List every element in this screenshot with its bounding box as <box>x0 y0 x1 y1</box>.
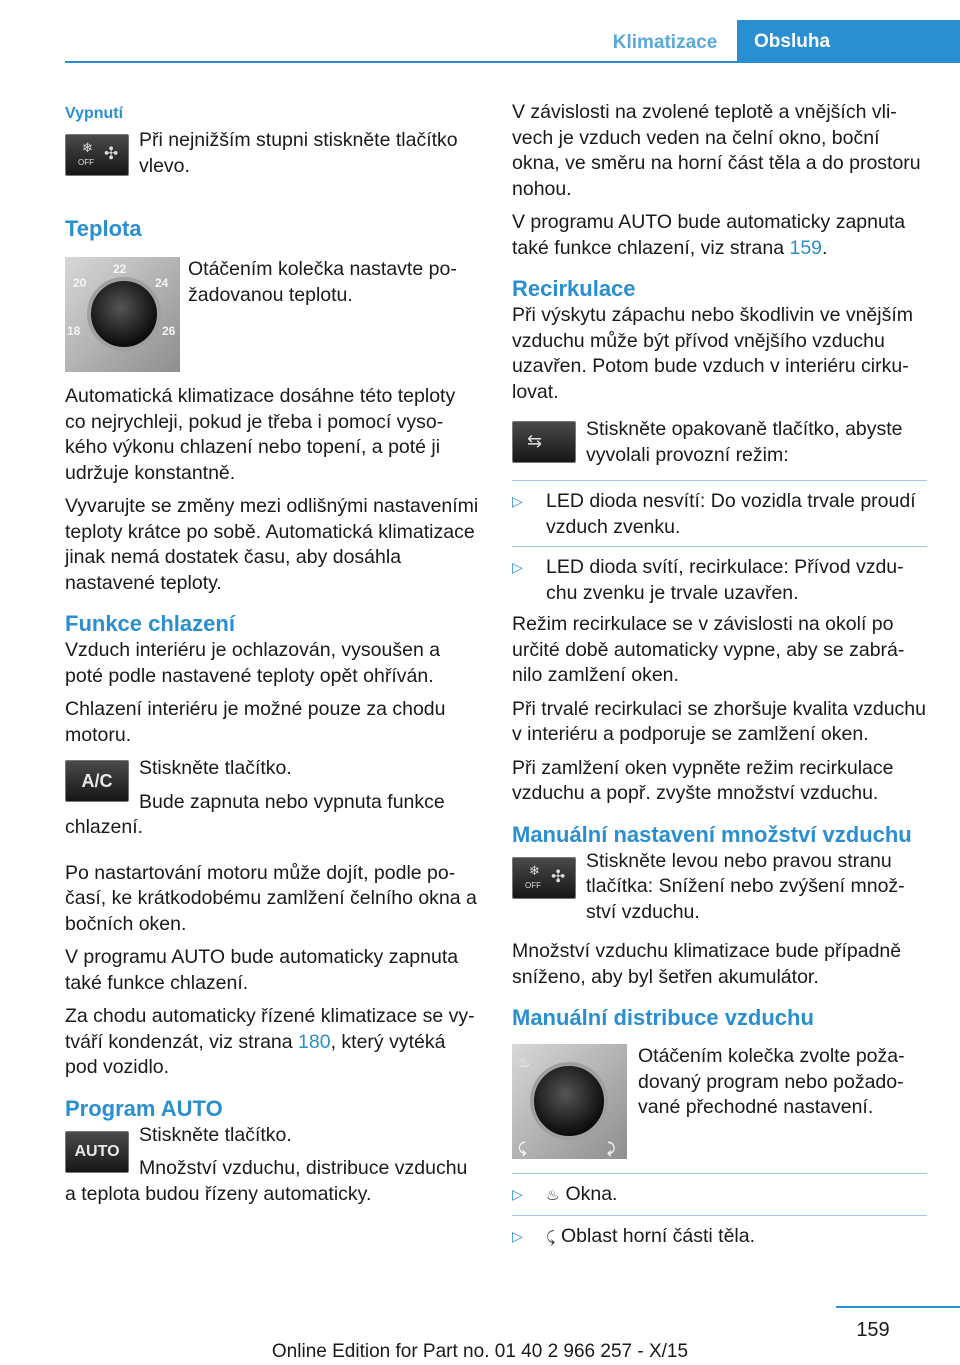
fan-off-button-image <box>65 134 129 176</box>
mnozstvi-text: Stiskněte levou nebo pravou stranu tlačítka: Snížení nebo zvýšení množství vzduchu. <box>586 849 905 923</box>
arrow-icon: ▷ <box>512 493 523 509</box>
knob-number: 18 <box>67 324 81 338</box>
list-divider <box>512 480 927 481</box>
teplota-paragraph: Automatická klimatizace dosáhne této teploty co nejrychleji, pokud je třeba i pomocí vysokého výkonu chlazení nebo topení, a poté ji udržuje konstantně. <box>65 385 456 484</box>
heading-recirkulace: Recirkulace <box>512 276 636 301</box>
teplota-intro: Otáčením kolečka nastavte požadovanou teplotu. <box>188 258 457 306</box>
temperature-dial <box>87 277 161 351</box>
list-divider <box>512 546 927 547</box>
heading-chlazeni: Funkce chlazení <box>65 611 235 636</box>
fan-icon: ✣ <box>551 866 566 886</box>
recirculation-car-icon: ⇆ <box>527 431 543 451</box>
heading-vypnuti: Vypnutí <box>65 105 124 122</box>
arrow-icon: ▷ <box>512 559 523 575</box>
off-label: OFF <box>525 880 541 890</box>
auto-press: Stiskněte tlačítko. <box>139 1123 292 1146</box>
distribution-dial <box>530 1062 608 1140</box>
feet-icon: ⤸ <box>607 1140 616 1156</box>
recirkulace-press: Stiskněte opakovaně tlačítko, abyste vyvolali provozní režim: <box>586 418 903 466</box>
temperature-knob-image <box>65 257 180 372</box>
page-link-180[interactable]: 180 <box>298 1030 331 1053</box>
off-button-block <box>65 128 479 187</box>
vypnuti-text: Při nejnižším stupni stiskněte tlačítko vlevo. <box>139 129 458 177</box>
page-link-159[interactable]: 159 <box>789 236 823 259</box>
recirkulace-paragraph: Při výskytu zápachu nebo škodlivin ve vnějším vzduchu může být přívod vnějšího vzduchu uzavřen. Potom bude vzduch v interiéru cirkulovat. <box>512 304 914 403</box>
chlazeni-paragraph: Vzduch interiéru je ochlazován, vysoušen a poté podle nastavené teploty opět ohříván. <box>65 639 441 687</box>
knob-number: 22 <box>113 262 127 276</box>
list-item: ▷ ⤹ Oblast horní části těla. <box>512 1224 927 1251</box>
footer-rule <box>836 1306 960 1308</box>
windshield-icon: ♨ <box>518 1054 531 1070</box>
heading-distribuce-vzduchu: Manuální distribuce vzduchu <box>512 1005 814 1030</box>
knob-number: 24 <box>155 276 169 290</box>
recirkulace-paragraph: Při trvalé recirkulaci se zhoršuje kvalita vzduchu v interiéru a podporuje se zamlžení oken. <box>512 697 926 745</box>
knob-number: 26 <box>162 324 176 338</box>
header-rule <box>65 61 960 63</box>
fan-icon: ✣ <box>104 144 119 163</box>
auto-button-image: AUTO <box>65 1131 129 1173</box>
list-item: ▷ LED dioda nesvítí: Do vozidla trvale proudí vzduch zvenku. <box>512 490 916 538</box>
mnozstvi-paragraph: Množství vzduchu klimatizace bude případně sníženo, aby byl šetřen akumulátor. <box>512 940 902 988</box>
arrow-icon: ▷ <box>512 1186 523 1202</box>
fan-speed-button-image <box>512 857 576 899</box>
right-column <box>512 100 927 1256</box>
list-item: ▷ LED dioda svítí, recirkulace: Přívod vzduchu zvenku je trvale uzavřen. <box>512 556 904 604</box>
chlazeni-press: Stiskněte tlačítko. <box>139 757 292 779</box>
arrow-icon: ▷ <box>512 1227 523 1244</box>
air-distribution-knob-image <box>512 1044 627 1159</box>
list-item: ▷ ♨ Okna. <box>512 1182 927 1209</box>
snowflake-icon: ❄ <box>82 140 93 155</box>
chlazeni-paragraph: Chlazení interiéru je možné pouze za chodu motoru. <box>65 698 446 746</box>
knob-number: 20 <box>73 276 87 290</box>
teplota-paragraph: Vyvarujte se změny mezi odlišnými nastaveními teploty krátce po sobě. Automatická klimatizace jinak nemá dostatek času, aby dosáhla nastavené teploty. <box>65 495 479 594</box>
auto-cooling-paragraph: V programu AUTO bude automaticky zapnuta také funkce chlazení, viz strana 159. <box>512 211 906 259</box>
chlazeni-press-result: Bude zapnuta nebo vypnuta funkce chlazení. <box>65 790 445 838</box>
off-label: OFF <box>78 158 94 167</box>
list-divider <box>512 1215 927 1216</box>
page-header <box>0 0 960 62</box>
online-edition-footer: Online Edition for Part no. 01 40 2 966 257 - X/15 <box>271 1341 689 1362</box>
page-number: 159 <box>856 1319 890 1341</box>
header-section-label: Klimatizace <box>612 32 718 53</box>
recirkulace-paragraph: Při zamlžení oken vypněte režim recirkulace vzduchu a popř. zvyšte množství vzduchu. <box>512 756 894 804</box>
heading-mnozstvi-vzduchu: Manuální nastavení množství vzduchu <box>512 821 912 847</box>
distribuce-text: Otáčením kolečka zvolte požadovaný program nebo požadované přechodné nastavení. <box>638 1045 905 1118</box>
chlazeni-paragraph-with-link: Za chodu automaticky řízené klimatizace se vytváří kondenzát, viz strana 180, který vytéká pod vozidlo. <box>65 1005 475 1078</box>
chlazeni-paragraph: V programu AUTO bude automaticky zapnuta také funkce chlazení. <box>65 946 459 994</box>
heading-program-auto: Program AUTO <box>65 1095 223 1121</box>
recirculation-button-image <box>512 421 576 463</box>
windshield-icon: ♨ <box>546 1187 560 1204</box>
recirkulace-paragraph: Režim recirkulace se v závislosti na okolí po určité době automaticky vypne, aby se zabránilo zamlžení oken. <box>512 613 905 686</box>
list-divider <box>512 1173 927 1174</box>
heading-teplota: Teplota <box>65 216 142 241</box>
upper-body-airflow-icon: ⤹ <box>546 1228 556 1246</box>
ac-button-image: A/C <box>65 760 129 802</box>
snowflake-icon: ❄ <box>529 862 540 878</box>
auto-text: Množství vzduchu, distribuce vzduchu a teplota budou řízeny automaticky. <box>65 1157 468 1205</box>
left-column <box>65 100 479 1215</box>
chlazeni-paragraph: Po nastartování motoru může dojít, podle počasí, ke krátkodobému zamlžení čelního okna a bočních oken. <box>65 861 477 935</box>
body-icon: ⤹ <box>518 1140 527 1156</box>
header-chapter-tab: Obsluha <box>737 20 960 62</box>
distribution-paragraph: V závislosti na zvolené teplotě a vnějších vlivech je vzduch veden na čelní okno, boční okna, ve směru na horní část těla a do prostoru nohou. <box>512 101 921 200</box>
